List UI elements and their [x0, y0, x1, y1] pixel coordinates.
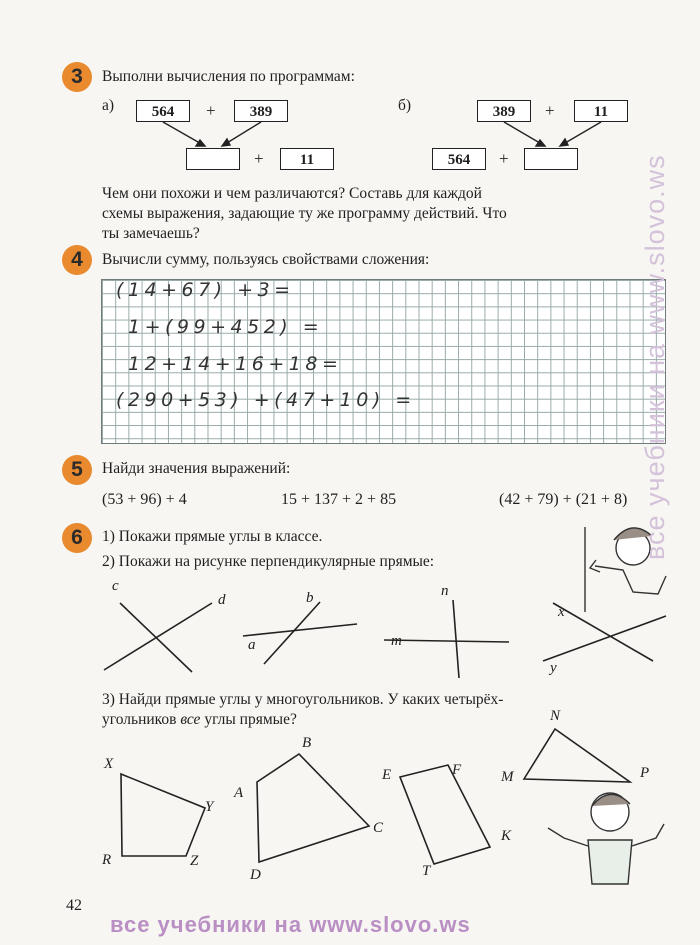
watermark-side: все учебники на www.slovo.ws	[640, 154, 670, 560]
vertex-N: N	[550, 708, 561, 724]
vertex-P: P	[640, 765, 650, 781]
label-a: a	[248, 637, 256, 653]
ex6-item-1: 1) Покажи прямые углы в классе.	[102, 528, 323, 545]
ex6-item-3-line2: угольников все углы прямые?	[102, 711, 297, 728]
grid-row-1: (14+67) +3=	[116, 279, 295, 301]
ex3-a-box-389: 389	[234, 100, 288, 122]
vertex-F: F	[452, 762, 462, 778]
quad-XYZR	[121, 774, 205, 856]
ex3-b-box-11: 11	[574, 100, 628, 122]
vertex-X: X	[104, 756, 114, 772]
ex3-b-plus-top: +	[545, 101, 555, 120]
ex3-question-line1: Чем они похожи и чем различаются? Составь для каждой	[102, 185, 482, 202]
ex5-expression-1: (53 + 96) + 4	[102, 491, 187, 508]
vertex-A: A	[234, 785, 244, 801]
quad-ABCD	[257, 754, 369, 862]
label-d: d	[218, 592, 226, 608]
line-d	[104, 603, 212, 670]
label-b: b	[306, 590, 314, 606]
ex3-b-plus-bottom: +	[499, 149, 509, 168]
vertex-R: R	[102, 852, 112, 868]
line-a	[243, 624, 357, 636]
polygons	[121, 729, 630, 864]
ex3-b-label: б)	[398, 97, 412, 114]
quad-EFKT	[400, 765, 490, 864]
line-m	[384, 640, 509, 642]
ex3-question-line3: ты замечаешь?	[102, 225, 200, 242]
vertex-Y: Y	[205, 799, 214, 815]
label-m: m	[391, 633, 402, 649]
exercise-3-badge: 3	[62, 62, 92, 92]
ex3-a-box-11: 11	[280, 148, 334, 170]
page-number: 42	[66, 897, 82, 914]
ex3-b-box-389: 389	[477, 100, 531, 122]
label-c: c	[112, 578, 119, 594]
exercise-4-badge: 4	[62, 245, 92, 275]
exercise-3-title: Выполни вычисления по программам:	[102, 68, 355, 85]
triangle-MNP	[524, 729, 630, 782]
grid-row-2: 1+(99+452) =	[128, 316, 324, 338]
exercise-6-badge: 6	[62, 523, 92, 553]
grid-row-3: 12+14+16+18=	[128, 353, 343, 375]
ex3-question-line2: схемы выражения, задающие ту же программу действий. Что	[102, 205, 507, 222]
ex6-item-2: 2) Покажи на рисунке перпендикулярные прямые:	[102, 553, 435, 570]
vertex-M: M	[501, 769, 514, 785]
ex3-a-plus-top: +	[206, 101, 216, 120]
label-y: y	[550, 660, 557, 676]
vertex-C: C	[373, 820, 384, 836]
vertex-T: T	[422, 863, 431, 879]
vertex-Z: Z	[190, 853, 199, 869]
ex5-expression-3: (42 + 79) + (21 + 8)	[499, 491, 628, 508]
ex3-a-plus-bottom: +	[254, 149, 264, 168]
line-y	[543, 616, 666, 661]
line-n	[453, 600, 459, 678]
vertex-E: E	[382, 767, 392, 783]
exercise-4-title: Вычисли сумму, пользуясь свойствами сложения:	[102, 251, 430, 268]
ex6-item-3-line1: 3) Найди прямые углы у многоугольников. У каких четырёх-	[102, 691, 504, 708]
exercise-5-title: Найди значения выражений:	[102, 460, 291, 477]
vertex-B: B	[302, 735, 312, 751]
ex5-expression-2: 15 + 137 + 2 + 85	[281, 491, 397, 508]
vertex-D: D	[250, 867, 261, 883]
ex3-b-box-564: 564	[432, 148, 486, 170]
ex3-a-box-564: 564	[136, 100, 190, 122]
grid-row-4: (290+53) +(47+10) =	[116, 389, 416, 411]
boy-illustration-bottom	[548, 793, 664, 884]
line-pairs	[104, 600, 666, 678]
label-x: x	[558, 604, 565, 620]
vertex-K: K	[501, 828, 512, 844]
exercise-5-badge: 5	[62, 455, 92, 485]
watermark-bottom: все учебники на www.slovo.ws	[110, 912, 471, 937]
ex3-arrows	[163, 122, 601, 146]
ex3-a-label: а)	[102, 97, 115, 114]
label-n: n	[441, 583, 449, 599]
